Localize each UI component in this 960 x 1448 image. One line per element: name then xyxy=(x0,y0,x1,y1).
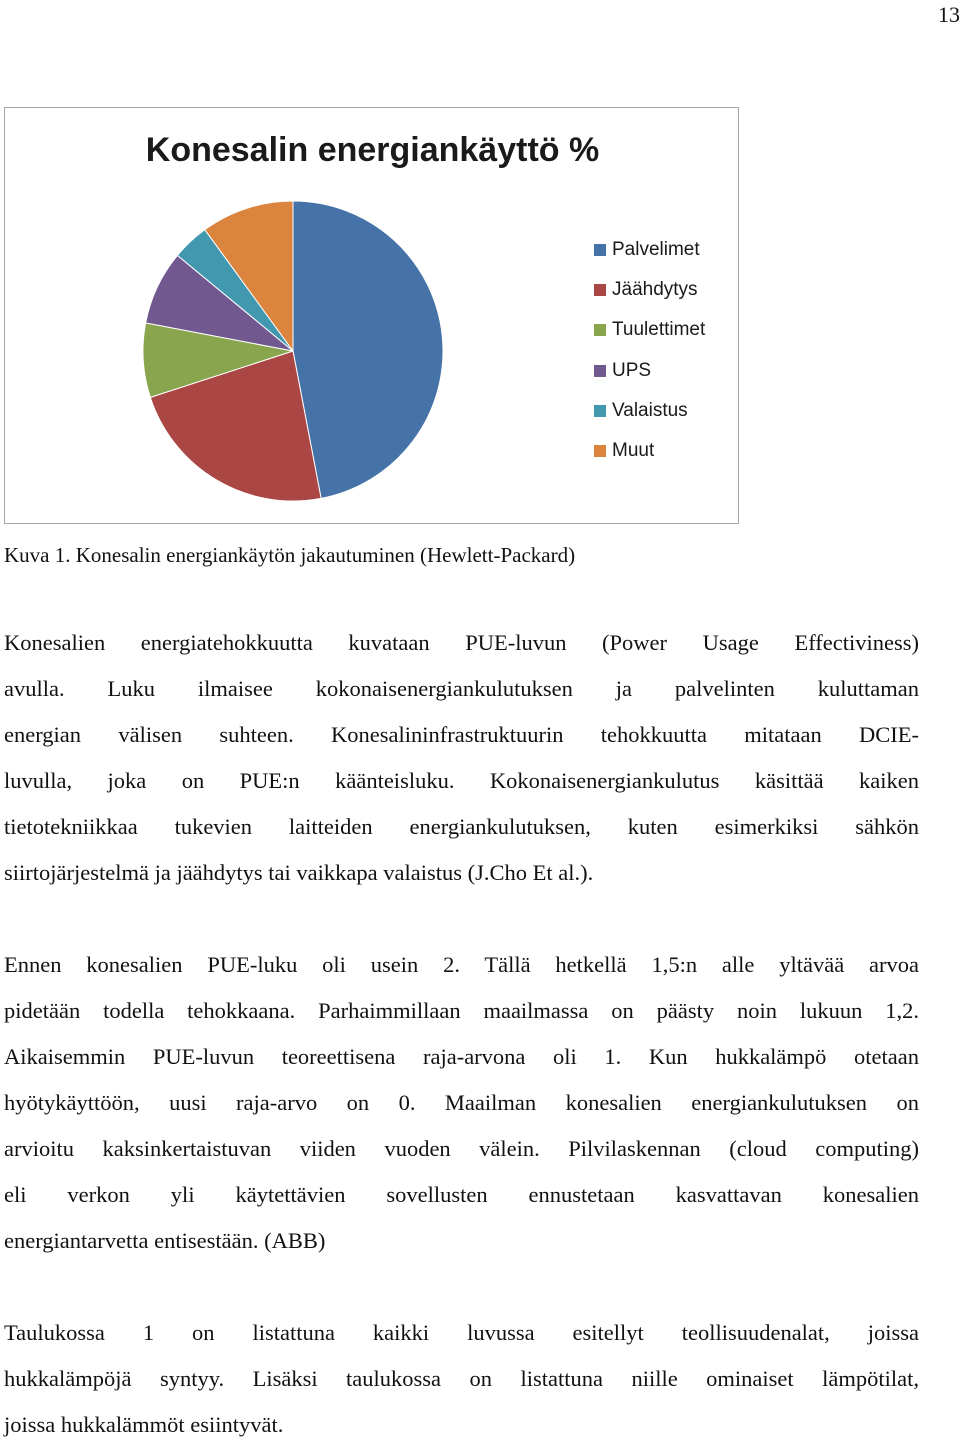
text-line: eli verkon yli käytettävien sovellusten ennustetaan kasvattavan konesalien xyxy=(4,1182,919,1207)
page-number: 13 xyxy=(938,2,960,27)
text-line: hyötykäyttöön, uusi raja-arvo on 0. Maailman konesalien energiankulutuksen on xyxy=(4,1090,919,1115)
legend-label: Valaistus xyxy=(612,399,688,421)
legend-label: UPS xyxy=(612,359,652,381)
paragraph-pue-values xyxy=(4,942,919,1264)
text-line: hukkalämpöjä syntyy. Lisäksi taulukossa on listattuna niille ominaiset lämpötilat, xyxy=(4,1366,919,1391)
chart-legend xyxy=(594,230,734,471)
text-line: pidetään todella tehokkaana. Parhaimmillaan maailmassa on päästy noin lukuun 1,2. xyxy=(4,998,919,1023)
legend-swatch xyxy=(594,244,606,256)
chart-title: Konesalin energiankäyttö % xyxy=(145,131,600,169)
text-line: Konesalien energiatehokkuutta kuvataan PUE-luvun (Power Usage Effectiviness) xyxy=(4,630,919,655)
legend-swatch xyxy=(594,445,606,457)
legend-item-ups xyxy=(594,351,734,391)
paragraph-table-intro xyxy=(4,1310,919,1448)
pie-chart xyxy=(0,0,960,530)
text-line: energian välisen suhteen. Konesalininfrastruktuurin tehokkuutta mitataan DCIE- xyxy=(4,722,919,747)
text-line: Ennen konesalien PUE-luku oli usein 2. Tällä hetkellä 1,5:n alle yltävää arvoa xyxy=(4,952,919,977)
text-line: energiantarvetta entisestään. (ABB) xyxy=(4,1228,326,1253)
legend-label: Tuulettimet xyxy=(612,319,706,341)
legend-item-valaistus xyxy=(594,391,734,431)
paragraph-pue-definition xyxy=(4,620,919,896)
legend-label: Muut xyxy=(612,440,655,462)
legend-swatch xyxy=(594,365,606,377)
pie-slice-palvelimet xyxy=(293,201,443,498)
text-line: Taulukossa 1 on listattuna kaikki luvussa esitellyt teollisuudenalat, joissa xyxy=(4,1320,919,1345)
legend-label: Jäähdytys xyxy=(612,279,698,301)
text-line: luvulla, joka on PUE:n käänteisluku. Kokonaisenergiankulutus käsittää kaiken xyxy=(4,768,919,793)
legend-item-muut xyxy=(594,431,734,471)
legend-swatch xyxy=(594,405,606,417)
legend-swatch xyxy=(594,324,606,336)
legend-item-palvelimet xyxy=(594,230,734,270)
text-line: Aikaisemmin PUE-luvun teoreettisena raja-arvona oli 1. Kun hukkalämpö otetaan xyxy=(4,1044,919,1069)
text-line: tietotekniikkaa tukevien laitteiden energiankulutuksen, kuten esimerkiksi sähkön xyxy=(4,814,919,839)
legend-item-jaahdytys xyxy=(594,270,734,310)
figure-caption: Kuva 1. Konesalin energiankäytön jakautuminen (Hewlett-Packard) xyxy=(4,543,576,567)
text-line: siirtojärjestelmä ja jäähdytys tai vaikkapa valaistus (J.Cho Et al.). xyxy=(4,860,594,885)
legend-swatch xyxy=(594,284,606,296)
legend-label: Palvelimet xyxy=(612,239,700,261)
legend-item-tuulettimet xyxy=(594,310,734,350)
text-line: avulla. Luku ilmaisee kokonaisenergiankulutuksen ja palvelinten kuluttaman xyxy=(4,676,919,701)
text-line: joissa hukkalämmöt esiintyvät. xyxy=(4,1412,284,1437)
text-line: arvioitu kaksinkertaistuvan viiden vuoden välein. Pilvilaskennan (cloud computing) xyxy=(4,1136,919,1161)
